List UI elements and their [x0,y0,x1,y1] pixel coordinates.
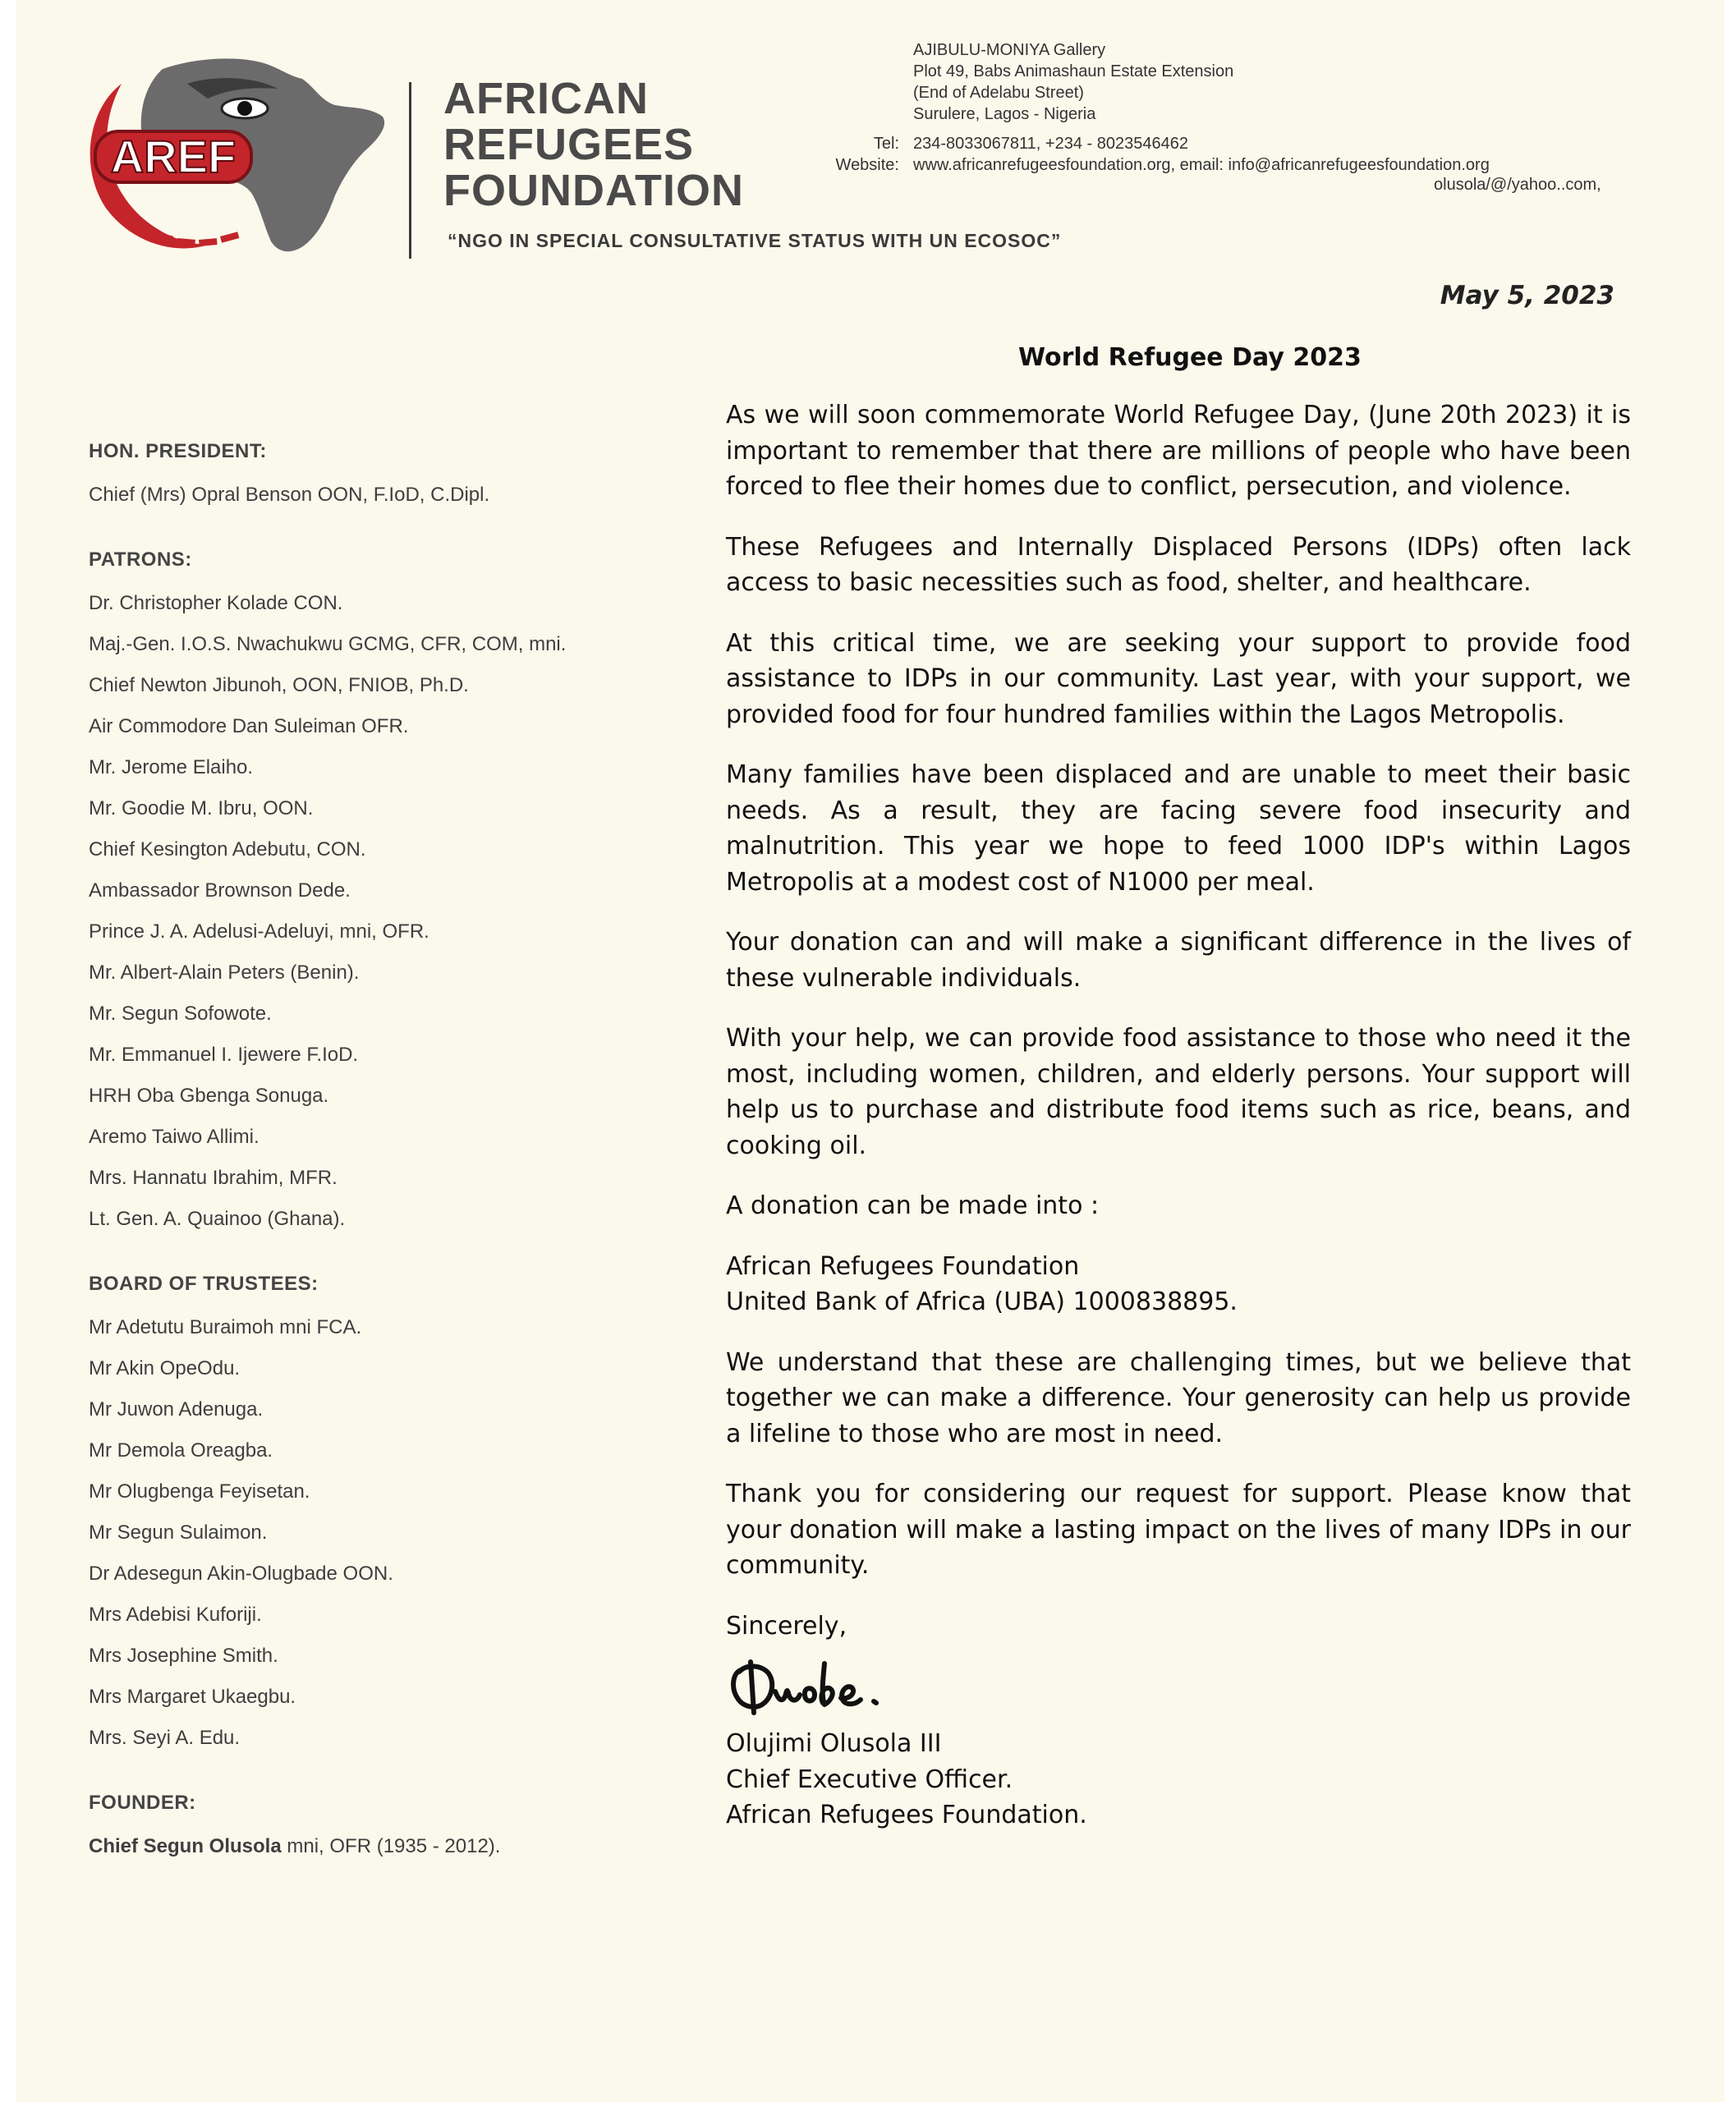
letter-page [16,0,1725,2102]
laurel-icon [135,220,240,246]
signer-name: Olujimi Olusola III [726,1729,942,1758]
patron-item: Air Commodore Dan Suleiman OFR. [89,715,409,737]
closing-paragraph: We understand that these are challenging times, but we believe that together we can make a difference. Your generosity can help us provide a lifeline to those who are most in need. [726,1347,1631,1448]
patron-item: Mr. Goodie M. Ibru, OON. [89,797,314,819]
founder-entry [89,1826,737,1867]
patron-item: Chief Kesington Adebutu, CON. [89,838,366,861]
trustee-item: Mrs Josephine Smith. [89,1645,278,1667]
trustees-section [89,1273,737,1759]
letter-body [726,397,1631,1834]
trustee-item: Mrs Adebisi Kuforiji. [89,1604,262,1626]
patron-item: Aremo Taiwo Allimi. [89,1126,259,1148]
signer-block [726,1726,1631,1834]
letterhead-divider [409,82,411,259]
address-line: Plot 49, Babs Animashaun Estate Extension [913,62,1234,80]
org-tagline: “NGO IN SPECIAL CONSULTATIVE STATUS WITH UN ECOSOC” [448,230,1062,251]
trustee-item: Mr Olugbenga Feyisetan. [89,1480,310,1503]
body-paragraph: Many families have been displaced and are unable to meet their basic needs. As a result, they are facing severe food insecurity and malnutrition. This year we hope to feed 1000 IDP's within Lagos Metropolis at a modest cost of N1000 per meal. [726,760,1631,897]
patron-item: Chief Newton Jibunoh, OON, FNIOB, Ph.D. [89,674,469,696]
bank-details [726,1249,1631,1320]
trustee-item: Mr Juwon Adenuga. [89,1398,264,1420]
patron-item: Mr. Emmanuel I. Ijewere F.IoD. [89,1044,359,1066]
body-paragraphs [726,397,1631,1163]
signer-org: African Refugees Foundation. [726,1801,1087,1829]
trustees-heading: BOARD OF TRUSTEES: [89,1273,319,1295]
board-sidebar [89,440,737,1900]
patron-item: Mr. Segun Sofowote. [89,1003,272,1025]
closing-paragraphs [726,1345,1631,1584]
address-line: Surulere, Lagos - Nigeria [913,105,1096,123]
patrons-list [89,583,737,1240]
tel-label: Tel: [873,135,899,153]
founder-name: Chief Segun Olusola [89,1835,282,1857]
logo-text: AREF [110,131,237,182]
trustee-item: Mr Segun Sulaimon. [89,1521,268,1544]
trustee-item: Mr Demola Oreagba. [89,1439,273,1462]
trustee-item: Mrs Margaret Ukaegbu. [89,1686,296,1708]
org-name-line: REFUGEES [443,120,695,169]
president-name: Chief (Mrs) Opral Benson OON, F.IoD, C.Dipl. [89,484,490,506]
signer-role: Chief Executive Officer. [726,1765,1013,1794]
patron-item: Mrs. Hannatu Ibrahim, MFR. [89,1167,338,1189]
trustee-item: Dr Adesegun Akin-Olugbade OON. [89,1563,393,1585]
president-section [89,440,737,516]
trustee-item: Mrs. Seyi A. Edu. [89,1727,241,1749]
bank-account: United Bank of Africa (UBA) 1000838895. [726,1287,1238,1316]
org-name [443,76,744,213]
patron-item: Mr. Jerome Elaiho. [89,756,254,778]
website-label: Website: [835,156,899,174]
aref-logo [64,51,401,273]
founder-heading: FOUNDER: [89,1792,196,1814]
patron-item: Lt. Gen. A. Quainoo (Ghana). [89,1208,346,1230]
sign-off: Sincerely, [726,1611,847,1641]
org-name-line: FOUNDATION [443,166,744,215]
handwritten-signature [726,1655,923,1721]
founder-suffix: mni, OFR (1935 - 2012). [281,1835,501,1857]
donation-intro: A donation can be made into : [726,1191,1100,1220]
trustee-item: Mr Adetutu Buraimoh mni FCA. [89,1316,362,1338]
president-heading: HON. PRESIDENT: [89,440,267,462]
body-paragraph: These Refugees and Internally Displaced Persons (IDPs) often lack access to basic necessities such as food, shelter, and healthcare. [726,532,1631,597]
trustees-list [89,1307,737,1759]
patron-item: Dr. Christopher Kolade CON. [89,592,343,614]
closing-paragraph: Thank you for considering our request for support. Please know that your donation will make a lasting impact on the lives of many IDPs in our community. [726,1480,1631,1580]
patron-item: Ambassador Brownson Dede. [89,879,351,902]
address-line: AJIBULU-MONIYA Gallery [913,41,1106,59]
body-paragraph: Your donation can and will make a significant difference in the lives of these vulnerable individuals. [726,928,1631,993]
patrons-section [89,548,737,1240]
body-paragraph: With your help, we can provide food assistance to those who need it the most, including women, children, and elderly persons. Your support will help us to purchase and distribute food items such as rice, beans, and cooking oil. [726,1024,1631,1160]
letter-date: May 5, 2023 [1440,281,1614,310]
patron-item: Mr. Albert-Alain Peters (Benin). [89,962,360,984]
patrons-heading: PATRONS: [89,548,192,571]
org-address [913,39,1233,125]
patron-item: HRH Oba Gbenga Sonuga. [89,1085,329,1107]
founder-section [89,1792,737,1867]
email-extra: olusola/@/yahoo..com, [1434,176,1601,194]
trustee-item: Mr Akin OpeOdu. [89,1357,241,1379]
body-paragraph: As we will soon commemorate World Refugee Day, (June 20th 2023) it is important to remember that there are millions of people who have been forced to flee their homes due to conflict, persecution, and violence. [726,401,1631,501]
patron-item: Prince J. A. Adelusi-Adeluyi, mni, OFR. [89,920,429,943]
body-paragraph: At this critical time, we are seeking your support to provide food assistance to IDPs in our community. Last year, with your support, we provided food for four hundred families within the Lagos Metropolis. [726,628,1631,729]
website-value: www.africanrefugeesfoundation.org, email: info@africanrefugeesfoundation.org [913,156,1490,174]
tel-value: 234-8033067811, +234 - 8023546462 [913,135,1188,153]
address-line: (End of Adelabu Street) [913,84,1084,102]
org-contact [805,133,1490,176]
bank-name: African Refugees Foundation [726,1251,1080,1281]
org-name-line: AFRICAN [443,74,649,123]
letter-title: World Refugee Day 2023 [1018,343,1362,372]
patron-item: Maj.-Gen. I.O.S. Nwachukwu GCMG, CFR, COM, mni. [89,633,567,655]
